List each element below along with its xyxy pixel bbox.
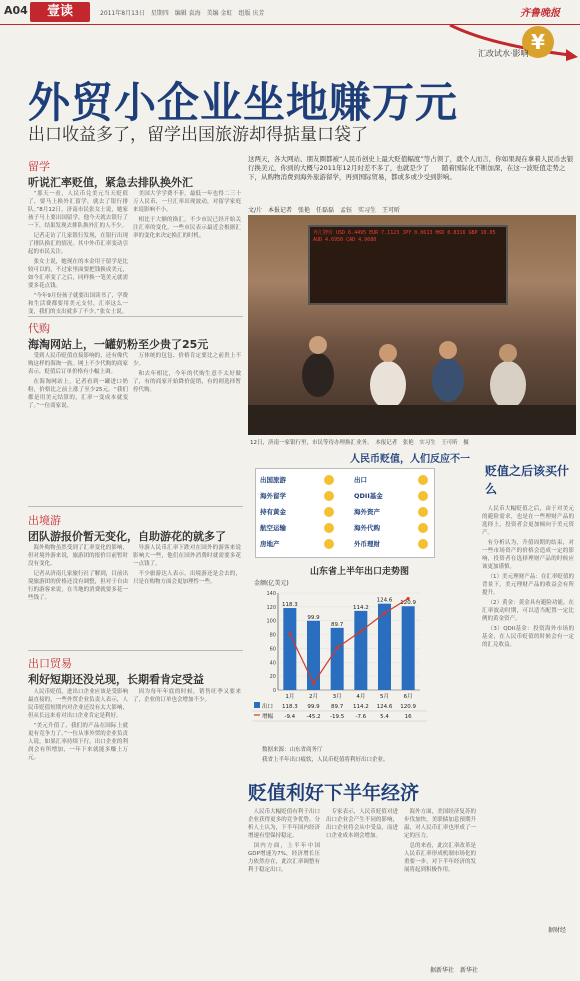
growth-point (383, 612, 386, 615)
divider (28, 650, 243, 651)
y-tick-label: 40 (269, 660, 276, 667)
photo-caption: 12日，济南一家银行里，市民等待办理换汇业务。 本报记者 张艳 实习生 王可昕 摄 (250, 440, 469, 446)
bottom-col-1: 人民币大幅贬值有利于出口企业获得更多的竞争优势。分析人士认为，下半年国内经济增速有望保持稳定。 国内方面，上半年中国GDP增速为7%，经济增长压力依然存在，此次汇率调整有利于稳定出口。 (248, 809, 320, 873)
corner-label: 汇改试水·影响 (478, 49, 529, 58)
section-kicker: 出口贸易 (28, 657, 72, 670)
smile-face-icon (324, 507, 334, 517)
reaction-item: 出口 (354, 476, 367, 484)
right-byline: 据财经 (548, 927, 567, 934)
section-travel-body: 海外购物虽然受到了汇率变化的影响，但对境外游来说，旅游团的报价目前暂时没有变化。 记者从济南几家旅行社了解到，目前出境旅游团的价格还没有调整，但对于自由行的游客来说，在当地的消费就要多花一些钱了。 (28, 545, 128, 601)
chart-note: 我省上半年出口疲软，人民币贬值将利好出口企业。 (262, 757, 389, 763)
sad-face-icon (324, 491, 334, 501)
chart-source: 数据来源：山东省商务厅 (262, 747, 323, 753)
y-tick-label: 140 (266, 591, 276, 597)
growth-point (312, 682, 315, 685)
reaction-item: 海外留学 (260, 492, 286, 500)
bar-value-label: 89.7 (331, 621, 344, 628)
bar (354, 611, 367, 690)
photo-people (248, 215, 576, 435)
section-kicker: 出境游 (28, 514, 61, 527)
growth-point (288, 632, 291, 635)
section-daigou (28, 320, 243, 352)
growth-point (359, 630, 362, 633)
reaction-item: 航空运输 (260, 524, 286, 532)
growth-point (407, 597, 410, 600)
table-cell-export: 124.6 (376, 704, 393, 710)
reaction-item: QDII基金 (354, 492, 383, 500)
section-study (28, 158, 243, 190)
x-tick-label: 3月 (332, 694, 342, 700)
bar-value-label: 120.9 (400, 600, 417, 607)
divider (28, 316, 243, 317)
y-axis-label: 金额(亿美元) (254, 580, 289, 587)
x-tick-label: 6月 (403, 694, 413, 700)
bar (307, 621, 320, 690)
footer-byline: 据新华社 新华社 (430, 967, 479, 974)
bottom-col-2: 专家表示，人民币贬值对进出口企业会产生不同的影响，出口企业将会从中受益，而进口企业成本则会增加。 (326, 809, 398, 839)
y-tick-label: 100 (266, 618, 276, 625)
reaction-item: 外币理财 (354, 540, 380, 548)
bar-value-label: 99.9 (307, 614, 320, 621)
bar-value-label: 114.2 (352, 604, 369, 611)
middle-column-1: 美国大学学费不菲，最低一年也得二三十万人民币，一旦汇率出现波动，对留学家庭来说影响不小。 相比于大额的换汇，不少市民已经开始关注汇率的变化，一些市民表示最近会根据汇率的变化来决定换汇的时机。 (133, 191, 241, 239)
smile-face-icon (418, 475, 428, 485)
header-bar (0, 0, 580, 24)
middle-column-4: 因为每年年底的时候，销售旺季又要来了，企业的订单也会增加不少。 (133, 689, 241, 703)
table-cell-export: 118.3 (281, 704, 298, 710)
y-tick-label: 80 (269, 632, 276, 639)
x-tick-label: 2月 (309, 694, 318, 700)
bar (283, 608, 296, 690)
table-cell-growth: 5.4 (380, 714, 389, 720)
section-headline: 听说汇率贬值，紧急去排队换外汇 (28, 176, 193, 189)
right-column-body: 人民币大幅贬值之后，由于对美元的避险需求，也是在一些理财产品的选择上，投资者会更加倾向于美元资产。 有分析认为，升值周期的结束，对一些市场资产的价格会造成一定的影响，投资者在选择理财产品的时候应该更加谨慎。 （1）美元理财产品：在汇率贬值的背景下，美元理财产品的收益会有所提升。 （2）黄金：黄金具有避险功能，在汇率波动时期，可以适当配置一定比例的黄金资产。 （3）QDII基金：投资海外市场的基金，在人民币贬值的时候会有一定的汇兑收益。 (482, 506, 574, 648)
table-cell-growth: -19.5 (330, 714, 345, 720)
reaction-item: 房地产 (260, 540, 280, 548)
section-export-body: 人民币贬值，进出口企业应该是受影响最直接的。一些外贸企业负责人表示，人民币贬值短期内对企业还没有太大影响，但从长远来看对出口企业肯定是利好。 “美元升值了，我们的产品在国际上就更有竞争力了。”一位从事外贸的企业负责人说，如果汇率持续下行，出口企业的利润会有所增加，一年下来就能多赚上万元。 (28, 689, 128, 761)
x-tick-label: 5月 (380, 694, 389, 700)
divider (28, 506, 243, 507)
headline-2: 贬值利好下半年经济 (248, 782, 420, 804)
x-tick-label: 1月 (285, 694, 295, 700)
reaction-title: 人民币贬值，人们反应不一 (350, 454, 470, 465)
bar (402, 606, 415, 690)
y-tick-label: 60 (269, 646, 276, 653)
intro-text: 这两天，各大网站、朋友圈都被“人民币创史上最大贬值幅度”等占领了，就个人而言，你如果现在拿着人民币去银行换美元，你到的大概与2011年12月时差不多了，也就是少了 随着国际化不断加深，在这一波贬值走势之下，从购物消费到海外旅游留学，再到国际贸易，都或多或少受到影响。 (248, 155, 574, 181)
section-headline: 海淘网站上，一罐奶粉至少贵了25元 (28, 338, 209, 351)
table-cell-export: 114.2 (352, 704, 369, 710)
section-travel (28, 512, 243, 544)
yuan-coin-icon: ¥ (522, 26, 554, 58)
reaction-item: 出国旅游 (260, 476, 286, 484)
table-cell-growth: 16 (404, 714, 412, 720)
growth-point (336, 646, 339, 649)
main-title: 外贸小企业坐地赚万元 (28, 78, 459, 127)
section-tag: 壹读 (30, 2, 90, 22)
y-tick-label: 120 (266, 604, 276, 611)
issue-meta: 2011年8月13日 星期四 编辑 袁海 美编 金虹 组版 庆芳 (100, 10, 265, 17)
section-kicker: 代购 (28, 322, 50, 335)
paper-logo: 齐鲁晚报 (520, 8, 560, 19)
sad-face-icon (324, 523, 334, 533)
smile-face-icon (418, 491, 428, 501)
x-tick-label: 4月 (356, 694, 366, 700)
table-cell-growth: -45.2 (306, 714, 321, 720)
sub-title: 出口收益多了，留学出国旅游却得掂量口袋了 (28, 125, 368, 145)
legend-growth: 增幅 (262, 714, 274, 720)
table-cell-export: 89.7 (331, 704, 344, 710)
section-headline: 利好短期还没兑现，长期看肯定受益 (28, 673, 204, 686)
page-number: A04 (4, 4, 28, 17)
section-study-body: “那天一看，人民币兑美元当天贬值了，要马上换外汇留学，就去了银行排队。”8月12日，济南市民张女士说，她家孩子马上要出国留学，他今天就去银行了一下，结果发现去排队换外汇的人不少。 记者走访了几家银行发现，在银行出现了排队换汇的情况。其中外币汇率变动引起的市民关注。 张女士说，她现在的本金用于留学是比较可以的，不过家里面要把钱换成美元，如今汇率变了之后，同样换一笔美元就需要多花点钱。 “今年9月份孩子就要出国读书了，学费和生活费都要用美元支付，汇率这么一变，我们的支出就多了不少。”张女士说。 (28, 191, 128, 315)
right-headline: 贬值之后该买什么 (485, 464, 570, 496)
y-tick-label: 20 (269, 674, 276, 681)
legend-export: 出口 (262, 704, 274, 710)
legend-swatch-export (254, 702, 260, 708)
chart-title: 山东省上半年出口走势图 (310, 567, 410, 577)
table-cell-growth: -7.6 (355, 714, 367, 720)
sad-face-icon (324, 539, 334, 549)
arrow-graphic (430, 25, 580, 65)
export-chart (252, 575, 427, 743)
smile-face-icon (418, 507, 428, 517)
reaction-item: 海外代购 (354, 524, 380, 532)
table-cell-export: 99.9 (307, 704, 320, 710)
section-export (28, 655, 243, 687)
section-headline: 团队游报价暂无变化，自助游花的就多了 (28, 530, 226, 543)
corner-graphic (430, 25, 580, 65)
rate-board-text: 外汇牌价 USD 6.4495 EUR 7.1123 JPY 0.0613 HKD 0.8316 GBP 10.05 AUD 4.6950 CAD 4.9680 (313, 230, 496, 243)
bar (331, 628, 344, 690)
sad-face-icon (324, 475, 334, 485)
middle-column-3: 导游人民币汇率下跌对在国外的游客来说影响大一些，他们在国外消费时就需要多花一点钱了。 不少旅游达人表示，出境游还是会去的，只是在购物方面会更加理性一些。 (133, 545, 241, 585)
section-kicker: 留学 (28, 160, 50, 173)
bottom-col-3: 海外方面，美国经济复苏的步伐加快，美联储加息预期升温，对人民币汇率也形成了一定的压力。 总的来看，此次汇率改革是人民币汇率形成机制市场化的重要一步，对下半年经济的发展将起到积极作用。 (404, 809, 476, 873)
section-daigou-body: 受到人民币贬值直接影响的，还有像代购这样的海淘一族。网上不少代购的商家表示，贬值后订单价格有小幅上调。 在海淘网站上，记者看到一罐进口奶粉，价格比之前上涨了至少25元。“我们都是用美元结算的，汇率一变成本就变了。”一位商家说。 (28, 353, 128, 409)
byline: 文/片 本报记者 张艳 任磊磊 孟钰 实习生 王可昕 (248, 207, 401, 214)
reaction-item: 持有黄金 (260, 508, 286, 516)
table-cell-export: 120.9 (400, 704, 417, 710)
bar-value-label: 118.3 (281, 602, 298, 609)
reaction-item: 海外资产 (354, 508, 380, 516)
y-tick-label: 0 (272, 688, 276, 694)
bank-photo (248, 215, 576, 435)
sad-face-icon (418, 523, 428, 533)
bar-value-label: 124.6 (376, 597, 393, 604)
smile-face-icon (418, 539, 428, 549)
middle-column-2: 万体统的包包、价格肯定要比之前贵上不少。 和去年相比，今年的代购生意不太好做了，有的商家开始降价促销，有的则选择暂停代购。 (133, 353, 241, 393)
table-cell-growth: -9.4 (284, 714, 296, 720)
reaction-box (255, 468, 435, 558)
